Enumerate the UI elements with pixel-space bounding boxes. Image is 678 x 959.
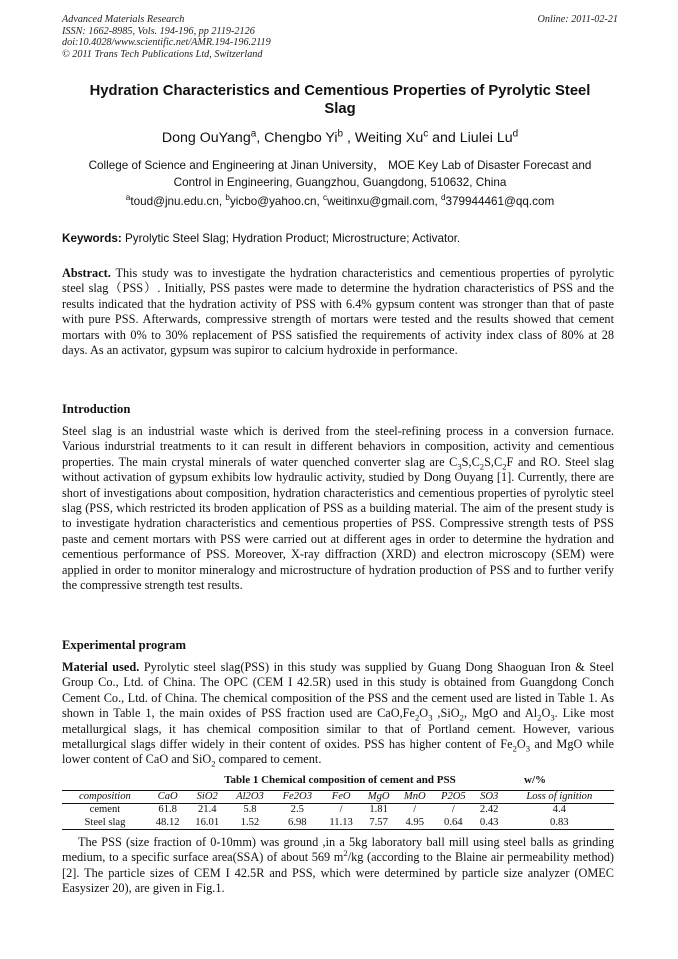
author-name: Liulei Lu [459,130,513,146]
abstract-text: This study was to investigate the hydration characteristics and cementious properties of pyrolytic steel slag（PSS）. Initially, PSS pastes were made to determine the hydration characteristics of PSS and the results indicated that the hydration activity of PSS with 6.4% gypsum content was stronger than that of paste with pure PSS. Afterwards, compressive strength of mortars were tested and the results showed that cement mortars with 0% to 30% replacement of PSS satisfied the requirements of activity index class of 80% at 28 days. As an activator, gypsum was supiror to calcium hydroxide in performance. [62,266,614,358]
table-cell: / [451,804,455,816]
table-cell: 0.83 [505,817,614,830]
author-name: Dong OuYang [161,130,251,146]
column-header: MgO [361,791,397,804]
subscript: 3 [550,712,555,723]
table-caption [62,774,618,786]
email-list [62,195,618,208]
material-text: Pyrolytic steel slag(PSS) in this study was supplied by Guang Dong Shaoguan Iron & Steel Group Co., Ltd. of China. The OPC (CEM I 42.5R) used in this study is obtained from Guangdong Conch Cement Co., Ltd. of China. The chemical composition of the PSS and the cement used are listed in Table 1. As shown in Table 1, the main oxides of PSS fraction used are CaO,Fe [62,660,614,721]
column-header: composition [62,791,148,804]
journal-header [62,14,618,60]
email-sup: b [225,193,230,203]
subscript: 2 [211,758,216,769]
superscript: 2 [343,848,348,859]
subscript: 2 [502,461,507,472]
table-cell: 2.42 [479,804,499,816]
keywords-label: Keywords: [62,232,122,245]
material-label: Material used. [62,660,140,674]
chemical-composition-table [62,790,614,830]
subscript: 2 [479,461,485,472]
affiliation-line-1: College of Science and Engineering at Jinan University， MOE Key Lab of Disaster Forecast and [88,159,592,172]
column-header: SiO2 [187,791,227,804]
table-header-row [62,791,614,804]
journal-doi: doi:10.4028/www.scientific.net/AMR.194-196.2119 [62,37,271,49]
table-cell: Steel slag [62,817,148,830]
table-cell: 4.4 [552,804,566,816]
table-cell: 4.95 [397,817,433,830]
abstract-label: Abstract. [62,266,111,280]
journal-issn: ISSN: 1662-8985, Vols. 194-196, pp 2119-2126 [62,25,255,37]
journal-name: Advanced Materials Research [62,14,185,25]
author-name: Chengbo Yi [264,130,338,146]
table-cell: 21.4 [197,804,217,816]
author-list [62,130,618,146]
material-text: O [419,706,429,721]
table-cell: 61.8 [158,804,177,816]
table-cell: 6.98 [273,817,322,830]
material-text: O [541,706,551,721]
column-header: MnO [397,791,433,804]
table-caption-text: Table 1 Chemical composition of cement and PSS [224,774,456,786]
table-cell: 0.43 [474,817,505,830]
title-line-1: Hydration Characteristics and Cementious Properties of Pyrolytic Steel [89,83,591,99]
material-text: , MgO and Al [463,706,538,721]
email-address[interactable]: weitinxu@gmail.com, [327,195,441,208]
author-sup: c [423,128,429,140]
table-cell: 7.57 [361,817,397,830]
column-header: Al2O3 [227,791,273,804]
online-date: Online: 2011-02-21 [537,14,618,25]
email-address[interactable]: 379944461@qq.com [445,195,555,208]
subscript: 3 [457,461,462,472]
author-sep: and [428,130,460,146]
author-sup: d [512,128,519,140]
subscript: 3 [525,743,531,754]
intro-text: F and RO. Steel slag without activation of gypsum exhibits low hydraulic activity, studied by Dong Ouyang [1]. Currently, there are short of investigations about composition, hydration characteristics and cementious properties of pyrolytic steel slag (PSS, which restricted its broden application of PSS as a building material. The aim of the present study is to investigate hydration characteristics and cementious properties of PSS. Compressive strength tests of PSS paste and cement mortars with PSS were carried out at different ages in order to determine the hydration and cementious performance of PSS. Moreover, X-ray diffraction (XRD) and electron microscopy (SEM) were applied in order to monitor mineralogy and microstructure of hydration production of PSS and to further verify the compressive strength test results. [62,454,614,593]
subscript: 2 [459,712,464,723]
email-sup: c [323,193,328,203]
keywords [62,232,618,245]
table-row [62,804,614,817]
author-sup: a [250,128,257,140]
email-address[interactable]: yicbo@yahoo.cn, [229,195,324,208]
email-sup: a [125,193,131,203]
column-header: P2O5 [433,791,474,804]
table-cell: 11.13 [322,817,361,830]
table-cell: 1.52 [227,817,273,830]
intro-text: Steel slag is an industrial waste which is derived from the steel-refining process in a conversion furnace. Various indurstrial treatments to it can result in different behaviors in composition, activity and cementious properties. The main crystal minerals of water quenched converter slag are C [62,424,614,469]
material-text: compared to cement. [215,752,322,767]
material-text: O [516,737,526,752]
introduction-paragraph [62,424,614,593]
keywords-text: Pyrolytic Steel Slag; Hydration Product; Microstructure; Activator. [121,232,461,245]
affiliation [62,157,618,191]
table-cell: 2.5 [290,804,304,816]
author-sep: , [343,130,355,146]
column-header: Fe2O3 [273,791,322,804]
column-header: CaO [148,791,188,804]
table-cell: 1.81 [369,804,388,816]
table-cell: 5.8 [243,804,257,816]
subscript: 2 [414,712,420,723]
email-address[interactable]: toud@jnu.edu.cn, [130,195,226,208]
material-text: . Like most metallurgical slags, it has chemical composition similar to that of Portland cement. However, various metallurgical slags differ widely in their content of oxides. PSS has higher content of Fe [62,706,614,752]
column-header: Loss of ignition [505,791,614,804]
table-row [62,817,614,830]
author-sup: b [337,128,344,140]
column-header: FeO [322,791,361,804]
author-name: Weiting Xu [354,130,424,146]
table-cell: 48.12 [148,817,188,830]
experimental-heading: Experimental program [62,638,186,652]
pss-text: /kg (according to the Blaine air permeability method) [2]. The particle sizes of CEM I 42.5R and PSS, which were determined by particle size analyzer (OMEC Easysizer 20), are given in Fig.1. [62,850,614,896]
pss-text: The PSS (size fraction of 0-10mm) was ground ,in a 5kg laboratory ball mill using steel balls as grinding medium, to a specific surface area(SSA) of about 569 m [62,835,614,865]
table-unit: w/% [524,774,546,786]
material-paragraph [62,660,614,768]
material-text: and MgO while lower content of CaO and SiO [62,737,615,767]
paper-title [62,82,618,118]
subscript: 3 [428,712,433,723]
subscript: 2 [512,743,517,754]
author-sep: , [256,130,265,146]
table-cell: / [339,804,343,816]
intro-text: S,C [461,454,480,469]
email-sup: d [440,193,446,203]
table-cell: cement [89,804,121,816]
subscript: 2 [537,712,542,723]
table-cell: 0.64 [433,817,474,830]
table-cell: / [413,804,417,816]
affiliation-line-2: Control in Engineering, Guangzhou, Guangdong, 510632, China [173,176,507,189]
abstract [62,266,614,358]
intro-text: S,C [484,454,503,469]
journal-copyright: © 2011 Trans Tech Publications Ltd, Switzerland [62,48,263,60]
pss-paragraph [62,835,614,897]
table-cell: 16.01 [187,817,227,830]
introduction-heading: Introduction [62,402,131,416]
column-header: SO3 [474,791,505,804]
material-text: ,SiO [432,706,460,721]
title-line-2: Slag [324,101,356,117]
